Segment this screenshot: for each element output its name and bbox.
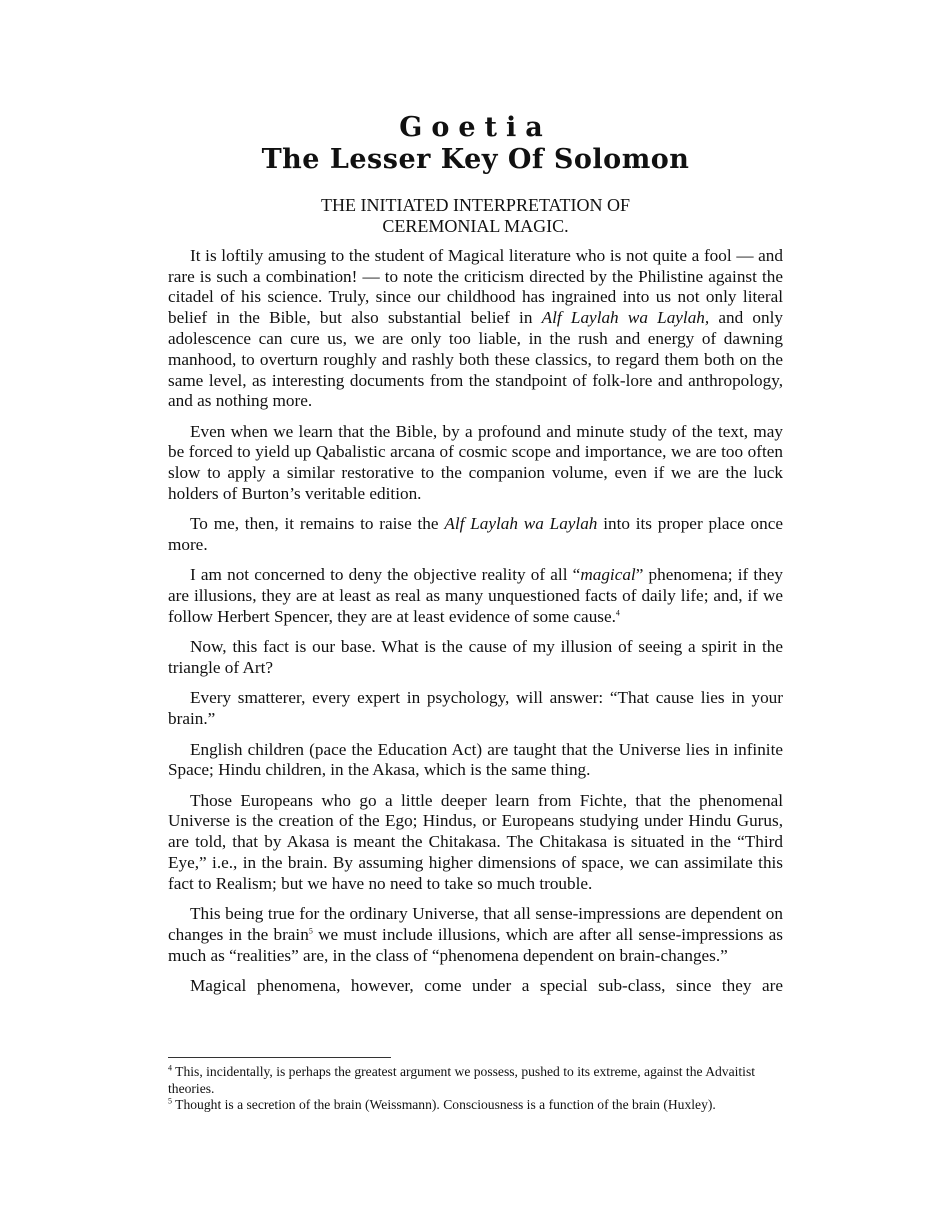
paragraph-3-text-b: into its proper place once more. <box>168 514 783 555</box>
paragraph-2: Even when we learn that the Bible, by a profound and minute study of the text, may be forced to yield up Qabalistic arcana of cosmic scope and importance, we are too often slow to apply a similar restorative to the companion volume, even if we are the luck holders of Burton’s veritable edition. <box>168 421 783 504</box>
subtitle-line-1: THE INITIATED INTERPRETATION OF <box>320 194 630 215</box>
paragraph-7: English children (pace the Education Act) are taught that the Universe lies in infinite Space; Hindu children, in the Akasa, which is the same thing. <box>168 739 783 780</box>
footnotes <box>168 1064 783 1114</box>
subtitle <box>168 195 783 237</box>
footnote-ref-5: 5 <box>308 926 313 936</box>
paragraph-1 <box>168 246 783 412</box>
footnote-4-mark: 4 <box>168 1063 172 1073</box>
footnote-4-text: This, incidentally, is perhaps the greatest argument we possess, pushed to its extreme, against the Advaitist theories. <box>168 1064 756 1096</box>
paragraph-6: Every smatterer, every expert in psychology, will answer: “That cause lies in your brain.” <box>168 688 783 729</box>
paragraph-3-text-a: To me, then, it remains to raise the <box>190 514 445 534</box>
paragraph-1-text-a: It is loftily amusing to the student of Magical literature who is not quite a fool — and rare is such a combination! — to note the criticism directed by the Philistine against the citadel of his science. Truly, since our childhood has ingrained into us not only literal belief in the Bible, but also substantial belief in <box>168 245 783 328</box>
paragraph-5: Now, this fact is our base. What is the cause of my illusion of seeing a spirit in the triangle of Art? <box>168 637 783 678</box>
paragraph-9-text-a: This being true for the ordinary Universe, that all sense-impressions are dependent on changes in the brain <box>168 904 783 944</box>
paragraph-4-text-b: ” phenomena; if they are illusions, they are at least as real as many unquestioned facts of daily life; and, if we follow Herbert Spencer, they are at least evidence of some cause. <box>168 565 784 627</box>
paragraph-9-text-b: we must include illusions, which are after all sense-impressions as much as “realities” are, in the class of “phenomena dependent on brain-changes.” <box>168 924 783 965</box>
paragraph-1-emphasis: Alf Laylah wa Laylah, <box>541 308 710 328</box>
paragraph-4-emphasis: magical <box>580 565 636 585</box>
title-goetia: Goetia <box>399 112 552 143</box>
paragraph-4-text-a: I am not concerned to deny the objective reality of all “ <box>190 565 581 585</box>
paragraph-9 <box>168 904 783 966</box>
paragraph-3-emphasis: Alf Laylah wa Laylah <box>444 514 598 534</box>
paragraph-10: Magical phenomena, however, come under a special sub-class, since they are <box>190 975 783 995</box>
page-body <box>168 112 783 1006</box>
footnote-ref-4: 4 <box>615 608 620 618</box>
footnote-divider <box>168 1057 391 1058</box>
subtitle-line-2: CEREMONIAL MAGIC. <box>382 215 569 236</box>
footnote-5-text: Thought is a secretion of the brain (Weissmann). Consciousness is a function of the brain (Huxley). <box>172 1097 716 1112</box>
paragraph-4 <box>168 565 783 627</box>
footnote-4 <box>168 1064 783 1097</box>
paragraph-8: Those Europeans who go a little deeper learn from Fichte, that the phenomenal Universe is the creation of the Ego; Hindus, or Europeans studying under Hindu Gurus, are told, that by Akasa is meant the Chitakasa. The Chitakasa is situated in the “Third Eye,” i.e., in the brain. By assuming higher dimensions of space, we can assimilate this fact to Realism; but we have no need to take so much trouble. <box>168 790 783 893</box>
title-lesser-key: The Lesser Key Of Solomon <box>261 144 690 176</box>
paragraph-3 <box>168 514 783 556</box>
footnote-5 <box>168 1097 783 1114</box>
footnote-5-mark: 5 <box>168 1096 172 1106</box>
paragraph-1-text-b: and only adolescence can cure us, we are only too liable, in the rush and energy of dawning manhood, to overturn roughly and rashly both these classics, to regard them both on the same level, as interesting documents from the standpoint of folk-lore and anthropology, and as nothing more. <box>168 308 783 411</box>
